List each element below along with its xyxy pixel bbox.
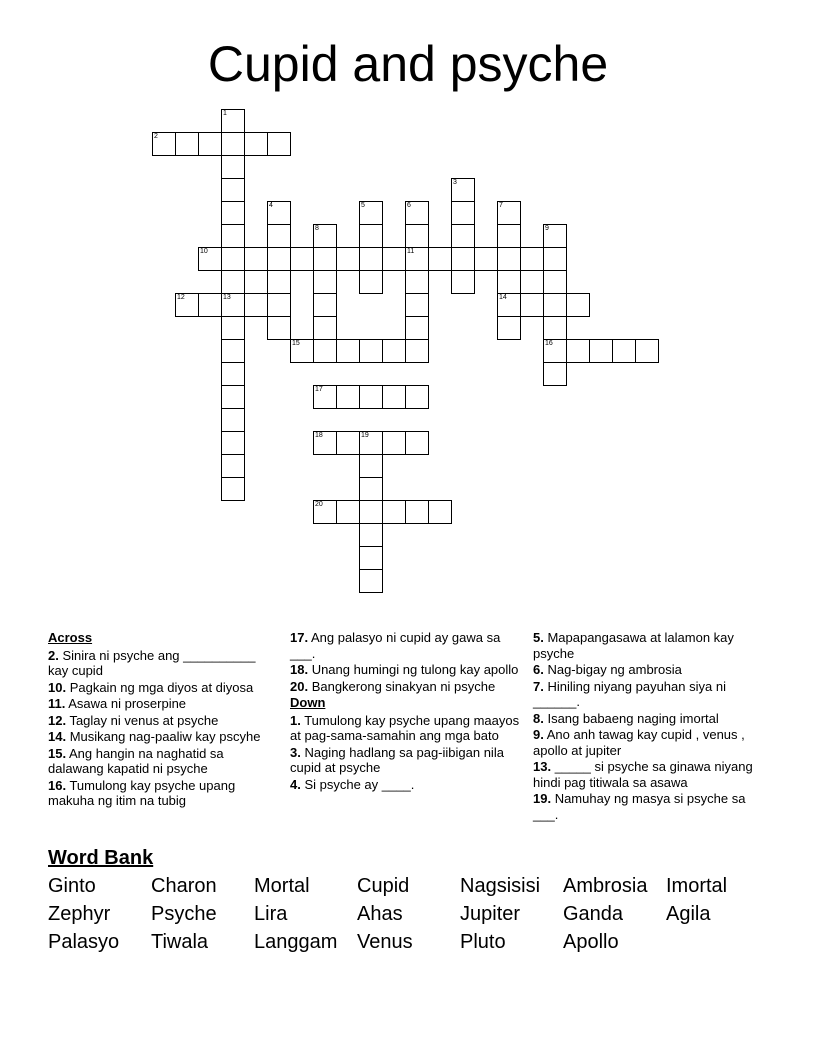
grid-cell[interactable] bbox=[543, 362, 567, 386]
grid-cell[interactable] bbox=[336, 500, 360, 524]
grid-cell[interactable] bbox=[543, 316, 567, 340]
clue-text: Ano anh tawag kay cupid , venus , apollo at jupiter bbox=[533, 727, 745, 758]
clue-num: 11. bbox=[48, 696, 66, 711]
clues-column-1 bbox=[48, 630, 273, 810]
grid-cell[interactable] bbox=[359, 224, 383, 248]
grid-cell[interactable] bbox=[198, 132, 222, 156]
clue-num: 5. bbox=[533, 630, 544, 645]
clue-num: 13. bbox=[533, 759, 552, 774]
clue-number: 14 bbox=[499, 294, 507, 301]
word-bank-item: Zephyr bbox=[48, 903, 111, 925]
word-bank-item: Agila bbox=[666, 903, 711, 925]
grid-cell[interactable] bbox=[405, 339, 429, 363]
grid-cell[interactable] bbox=[221, 477, 245, 501]
clue-number: 12 bbox=[177, 294, 185, 301]
clue-number: 5 bbox=[361, 202, 365, 209]
clue-item bbox=[290, 777, 520, 793]
grid-cell[interactable] bbox=[267, 224, 291, 248]
grid-cell[interactable] bbox=[267, 132, 291, 156]
grid-cell[interactable] bbox=[359, 477, 383, 501]
puzzle-title: Cupid and psyche bbox=[207, 36, 609, 92]
grid-cell[interactable] bbox=[221, 201, 245, 225]
clue-item bbox=[48, 648, 273, 679]
grid-cell[interactable] bbox=[520, 293, 544, 317]
grid-cell[interactable] bbox=[359, 500, 383, 524]
grid-cell[interactable] bbox=[451, 224, 475, 248]
clue-num: 3. bbox=[290, 744, 301, 760]
grid-cell[interactable] bbox=[313, 293, 337, 317]
clue-text: Unang humingi ng tulong kay apollo bbox=[308, 662, 519, 677]
word-bank-item: Ganda bbox=[563, 903, 624, 925]
grid-cell[interactable] bbox=[405, 224, 429, 248]
clue-text: Isang babaeng naging imortal bbox=[543, 710, 719, 726]
clue-num: 9. bbox=[533, 727, 544, 742]
grid-cell[interactable] bbox=[405, 500, 429, 524]
clue-number: 1 bbox=[223, 110, 227, 117]
clue-text: Taglay ni venus at psyche bbox=[66, 712, 219, 728]
clue-number: 6 bbox=[407, 202, 411, 209]
grid-cell[interactable] bbox=[405, 431, 429, 455]
clue-item bbox=[533, 679, 768, 710]
clue-number: 4 bbox=[269, 202, 273, 209]
clue-number: 17 bbox=[315, 386, 323, 393]
clue-number: 10 bbox=[200, 248, 208, 255]
grid-cell[interactable] bbox=[428, 500, 452, 524]
word-bank-item: Psyche bbox=[151, 903, 217, 925]
clue-num: 19. bbox=[533, 791, 552, 806]
clue-text: Asawa ni proserpine bbox=[65, 696, 187, 711]
word-bank-item: Langgam bbox=[254, 931, 338, 953]
clue-text: Ang palasyo ni cupid ay gawa sa ___. bbox=[290, 630, 501, 661]
clue-item bbox=[290, 745, 520, 776]
grid-cell[interactable] bbox=[612, 339, 636, 363]
grid-cell[interactable] bbox=[221, 316, 245, 340]
clue-number: 11 bbox=[407, 248, 415, 255]
word-bank-item: Venus bbox=[357, 931, 413, 953]
clue-text: Naging hadlang sa pag-iibigan nila cupid at psyche bbox=[290, 744, 504, 775]
clue-num: 18. bbox=[290, 662, 309, 677]
grid-cell[interactable] bbox=[520, 247, 544, 271]
clue-num: 12. bbox=[48, 712, 67, 728]
clue-num: 4. bbox=[290, 776, 301, 792]
clues-column-3 bbox=[533, 630, 768, 823]
word-bank-item: Imortal bbox=[666, 875, 728, 897]
grid-cell[interactable] bbox=[175, 132, 199, 156]
grid-cell[interactable] bbox=[589, 339, 613, 363]
clue-item bbox=[533, 759, 768, 790]
clue-num: 20. bbox=[290, 678, 309, 694]
grid-cell[interactable] bbox=[359, 454, 383, 478]
clue-item bbox=[290, 713, 520, 744]
grid-cell[interactable] bbox=[221, 247, 245, 271]
grid-cell[interactable] bbox=[221, 132, 245, 156]
word-bank-item: Mortal bbox=[254, 875, 310, 897]
clue-num: 10. bbox=[48, 679, 67, 695]
clue-text: Si psyche ay ____. bbox=[300, 776, 415, 792]
down-header: Down bbox=[290, 695, 326, 710]
clue-num: 16. bbox=[48, 777, 67, 793]
clue-item bbox=[48, 746, 273, 777]
grid-cell[interactable] bbox=[451, 270, 475, 294]
grid-cell[interactable] bbox=[198, 293, 222, 317]
word-bank-item: Pluto bbox=[460, 931, 506, 953]
grid-cell[interactable] bbox=[382, 500, 406, 524]
grid-cell[interactable] bbox=[451, 201, 475, 225]
clue-item bbox=[48, 680, 273, 696]
grid-cell[interactable] bbox=[382, 247, 406, 271]
word-bank-item: Apollo bbox=[563, 931, 619, 953]
clue-num: 6. bbox=[533, 662, 544, 677]
grid-cell[interactable] bbox=[382, 385, 406, 409]
clue-item bbox=[48, 696, 273, 712]
grid-cell[interactable] bbox=[313, 270, 337, 294]
clue-num: 2. bbox=[48, 647, 59, 663]
clue-num: 1. bbox=[290, 712, 301, 728]
clue-item bbox=[290, 662, 520, 678]
grid-cell[interactable] bbox=[221, 385, 245, 409]
clue-number: 9 bbox=[545, 225, 549, 232]
clue-item bbox=[48, 778, 273, 809]
clue-number: 16 bbox=[545, 340, 553, 347]
clue-text: Tumulong kay psyche upang makuha ng itim na tubig bbox=[48, 777, 236, 808]
clue-text: Sinira ni psyche ang __________ kay cupid bbox=[48, 647, 256, 678]
clue-text: _____ si psyche sa ginawa niyang hindi pag titiwala sa asawa bbox=[533, 759, 753, 790]
grid-cell[interactable] bbox=[359, 385, 383, 409]
clue-item bbox=[48, 729, 273, 745]
clue-number: 18 bbox=[315, 432, 323, 439]
clue-number: 19 bbox=[361, 432, 369, 439]
clue-num: 8. bbox=[533, 710, 544, 726]
grid-cell[interactable] bbox=[497, 224, 521, 248]
grid-cell[interactable] bbox=[336, 339, 360, 363]
clue-text: Hiniling niyang payuhan siya ni ______. bbox=[533, 678, 726, 709]
word-bank-item: Cupid bbox=[357, 875, 410, 897]
clue-number: 7 bbox=[499, 202, 503, 209]
clue-text: Musikang nag-paaliw kay pscyhe bbox=[66, 729, 261, 744]
clue-number: 2 bbox=[154, 133, 158, 140]
clue-item bbox=[290, 679, 520, 695]
word-bank-item: Lira bbox=[254, 903, 288, 925]
word-bank-item: Jupiter bbox=[460, 903, 521, 925]
clue-item bbox=[533, 711, 768, 727]
grid-cell[interactable] bbox=[221, 224, 245, 248]
grid-cell[interactable] bbox=[244, 293, 268, 317]
clue-item bbox=[533, 791, 768, 822]
clue-item bbox=[533, 662, 768, 678]
grid-cell[interactable] bbox=[313, 316, 337, 340]
clue-item bbox=[533, 630, 768, 661]
grid-cell[interactable] bbox=[497, 316, 521, 340]
grid-cell[interactable] bbox=[359, 339, 383, 363]
grid-cell[interactable] bbox=[221, 454, 245, 478]
grid-cell[interactable] bbox=[428, 247, 452, 271]
grid-cell[interactable] bbox=[267, 247, 291, 271]
clues-column-2 bbox=[290, 630, 520, 793]
word-bank-item: Ahas bbox=[357, 903, 403, 925]
grid-cell[interactable] bbox=[336, 247, 360, 271]
grid-cell[interactable] bbox=[244, 247, 268, 271]
clue-num: 7. bbox=[533, 678, 544, 694]
grid-cell[interactable] bbox=[267, 316, 291, 340]
grid-cell[interactable] bbox=[221, 270, 245, 294]
grid-cell[interactable] bbox=[474, 247, 498, 271]
grid-cell[interactable] bbox=[267, 293, 291, 317]
grid-cell[interactable] bbox=[290, 247, 314, 271]
grid-cell[interactable] bbox=[497, 270, 521, 294]
clue-number: 8 bbox=[315, 225, 319, 232]
grid-cell[interactable] bbox=[221, 362, 245, 386]
grid-cell[interactable] bbox=[359, 270, 383, 294]
word-bank-item: Charon bbox=[151, 875, 217, 897]
word-bank-item: Ginto bbox=[48, 875, 96, 897]
clue-number: 15 bbox=[292, 340, 300, 347]
across-header: Across bbox=[48, 630, 93, 645]
grid-cell[interactable] bbox=[543, 293, 567, 317]
grid-cell[interactable] bbox=[221, 339, 245, 363]
grid-cell[interactable] bbox=[566, 293, 590, 317]
clue-num: 14. bbox=[48, 729, 67, 744]
grid-cell[interactable] bbox=[405, 270, 429, 294]
clue-text: Tumulong kay psyche upang maayos at pag-sama-samahin ang mga bato bbox=[290, 712, 520, 743]
grid-cell[interactable] bbox=[359, 546, 383, 570]
word-bank-title: Word Bank bbox=[48, 847, 154, 869]
grid-cell[interactable] bbox=[405, 293, 429, 317]
clue-item bbox=[290, 630, 520, 661]
grid-cell[interactable] bbox=[543, 247, 567, 271]
grid-cell[interactable] bbox=[336, 385, 360, 409]
clue-num: 17. bbox=[290, 630, 309, 645]
word-bank-item: Ambrosia bbox=[563, 875, 648, 897]
clue-num: 15. bbox=[48, 745, 67, 761]
clue-item bbox=[533, 727, 768, 758]
grid-cell[interactable] bbox=[221, 155, 245, 179]
clue-text: Bangkerong sinakyan ni psyche bbox=[308, 678, 496, 694]
grid-cell[interactable] bbox=[244, 132, 268, 156]
clue-text: Ang hangin na naghatid sa dalawang kapatid ni psyche bbox=[48, 745, 224, 776]
grid-cell[interactable] bbox=[566, 339, 590, 363]
clue-text: Pagkain ng mga diyos at diyosa bbox=[66, 679, 254, 695]
clue-number: 3 bbox=[453, 179, 457, 186]
word-bank-item: Tiwala bbox=[151, 931, 209, 953]
grid-cell[interactable] bbox=[221, 408, 245, 432]
grid-cell[interactable] bbox=[359, 569, 383, 593]
grid-cell[interactable] bbox=[382, 431, 406, 455]
grid-cell[interactable] bbox=[267, 270, 291, 294]
grid-cell[interactable] bbox=[405, 385, 429, 409]
grid-cell[interactable] bbox=[451, 247, 475, 271]
grid-cell[interactable] bbox=[359, 523, 383, 547]
clue-text: Nag-bigay ng ambrosia bbox=[543, 662, 682, 677]
grid-cell[interactable] bbox=[336, 431, 360, 455]
clue-number: 13 bbox=[223, 294, 231, 301]
clue-number: 20 bbox=[315, 501, 323, 508]
grid-cell[interactable] bbox=[405, 316, 429, 340]
grid-cell[interactable] bbox=[382, 339, 406, 363]
grid-cell[interactable] bbox=[543, 270, 567, 294]
grid-cell[interactable] bbox=[313, 339, 337, 363]
word-bank-item: Nagsisisi bbox=[460, 875, 541, 897]
clue-item bbox=[48, 713, 273, 729]
word-bank-item: Palasyo bbox=[48, 931, 120, 953]
grid-cell[interactable] bbox=[635, 339, 659, 363]
grid-cell[interactable] bbox=[221, 431, 245, 455]
clue-text: Namuhay ng masya si psyche sa ___. bbox=[533, 791, 746, 822]
grid-cell[interactable] bbox=[221, 178, 245, 202]
clue-text: Mapapangasawa at lalamon kay psyche bbox=[533, 630, 734, 661]
